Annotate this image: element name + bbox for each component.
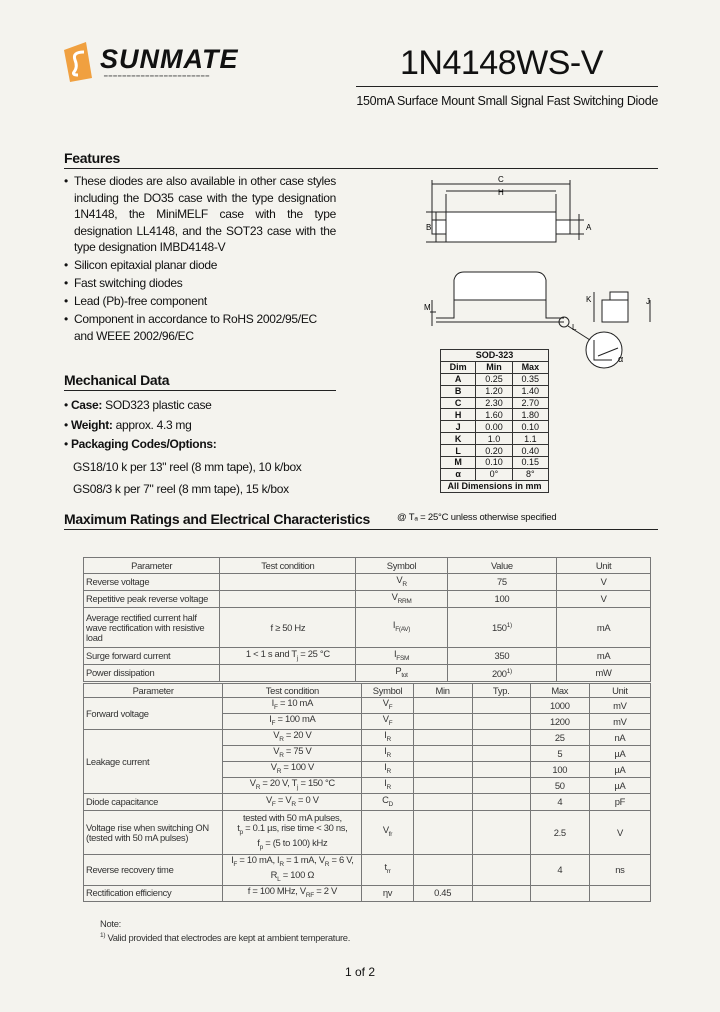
weight-value: approx. 4.3 mg [115, 418, 192, 432]
header-cell: Symbol [356, 558, 447, 574]
unit-cell: mA [557, 648, 651, 665]
typ-cell [472, 746, 530, 762]
max-cell: 4 [530, 794, 589, 811]
packaging-option-1: GS18/10 k per 13" reel (8 mm tape), 10 k/box [73, 460, 302, 474]
table-row [441, 457, 549, 469]
dim-label-c: C [498, 175, 504, 184]
logo-mark-icon [60, 40, 104, 84]
max-cell: 50 [530, 778, 589, 794]
table-row [441, 445, 549, 457]
symbol-cell: $t_{rr}$ [362, 855, 413, 886]
cond-line: $I_F = 10$ mA, $I_R = 1$ mA, $V_R = 6$ V, [231, 854, 354, 868]
subtitle: 150mA Surface Mount Small Signal Fast Switching Diode [356, 94, 658, 108]
symbol-cell: $C_D$ [362, 794, 413, 811]
dim-cell: K [441, 433, 476, 445]
features-title: Features [64, 150, 120, 166]
cond-line: $R_L = 100$ Ω [270, 868, 315, 883]
symbol-cell: $V_F$ [362, 698, 413, 714]
min-cell [413, 730, 472, 746]
table-row [84, 811, 651, 855]
value-cell: 350 [447, 648, 556, 665]
brand-tagline-mark: ━━━━━━━━━━━━━━━━━━━━━━━ [104, 74, 211, 80]
value-cell: 100 [447, 591, 556, 608]
table-row [84, 698, 651, 714]
param-cell: Repetitive peak reverse voltage [84, 591, 220, 608]
notes [100, 918, 350, 944]
table-row [84, 574, 651, 591]
unit-cell [589, 885, 650, 901]
weight-label: Weight: [70, 418, 113, 432]
unit-cell: µA [589, 746, 650, 762]
unit-cell: V [589, 811, 650, 855]
dim-cell: H [441, 409, 476, 421]
table-row [441, 409, 549, 421]
param-cell: Reverse voltage [84, 574, 220, 591]
table-row [84, 608, 651, 648]
dim-header: Min [476, 361, 512, 373]
min-cell [413, 811, 472, 855]
dim-cell: 1.20 [476, 385, 512, 397]
dim-cell: α [441, 468, 476, 480]
header-cell: Value [447, 558, 556, 574]
min-cell [413, 746, 472, 762]
case-value: SOD323 plastic case [105, 398, 212, 412]
header-cell: Typ. [472, 684, 530, 698]
features-rule [64, 168, 658, 169]
symbol-cell: $V_{RRM}$ [356, 591, 447, 608]
features-list [64, 173, 336, 346]
max-ratings-table [83, 557, 651, 682]
dim-cell: 1.80 [512, 409, 548, 421]
dim-cell: B [441, 385, 476, 397]
typ-cell [472, 811, 530, 855]
table-row [84, 730, 651, 746]
value-cell: 75 [447, 574, 556, 591]
header-cell: Unit [557, 558, 651, 574]
dim-cell: 0.40 [512, 445, 548, 457]
feature-item: • Silicon epitaxial planar diode [64, 257, 336, 274]
dim-cell: 1.40 [512, 385, 548, 397]
ratings-title: Maximum Ratings and Electrical Characteristics [64, 511, 370, 527]
max-cell: 100 [530, 762, 589, 778]
typ-cell [472, 885, 530, 901]
packaging-row: • Packaging Codes/Options: [64, 437, 217, 451]
cond-cell: f ≥ 50 Hz [220, 608, 356, 648]
symbol-cell: $I_R$ [362, 762, 413, 778]
unit-cell: nA [589, 730, 650, 746]
symbol-cell: $I_R$ [362, 730, 413, 746]
ratings-rule [64, 529, 658, 530]
dim-cell: 1.60 [476, 409, 512, 421]
table-row [441, 468, 549, 480]
weight-row: • Weight: approx. 4.3 mg [64, 418, 192, 432]
dim-cell: 0.10 [512, 421, 548, 433]
param-cell: Voltage rise when switching ON (tested with 50 mA pulses) [84, 811, 223, 855]
packaging-label: Packaging Codes/Options: [70, 437, 217, 451]
cond-cell: $I_F = 10$ mA [223, 698, 362, 714]
dim-cell: 0.20 [476, 445, 512, 457]
param-cell: Surge forward current [84, 648, 220, 665]
note-label: Note: [100, 918, 121, 929]
max-cell: 2.5 [530, 811, 589, 855]
header-cell: Parameter [84, 684, 223, 698]
min-cell [413, 794, 472, 811]
header-cell: Unit [589, 684, 650, 698]
symbol-cell: $V_R$ [356, 574, 447, 591]
symbol-cell: ηv [362, 885, 413, 901]
symbol-cell: $V_{fr}$ [362, 811, 413, 855]
max-cell: 1200 [530, 714, 589, 730]
cond-line: $t_p = 0.1$ µs, rise time < 30 ns, [237, 821, 348, 836]
table-row [84, 648, 651, 665]
cond-line: $f_p = (5$ to 100) kHz [257, 836, 328, 851]
page-number: 1 of 2 [344, 965, 376, 979]
table-row [84, 665, 651, 682]
dim-cell: 2.30 [476, 397, 512, 409]
value-cell: 150$^{1)}$ [447, 608, 556, 648]
max-cell: 25 [530, 730, 589, 746]
param-cell: Rectification efficiency [84, 885, 223, 901]
unit-cell: mA [557, 608, 651, 648]
dim-label-j: J [646, 297, 650, 306]
table-row [441, 421, 549, 433]
feature-item: • These diodes are also available in other case styles including the DO35 case with the type designation 1N4148, the MiniMELF case with the type designation LL4148, and the SOT23 case with the type designation IMBD4148-V [64, 173, 336, 256]
feature-item: • Component in accordance to RoHS 2002/95/EC and WEEE 2002/96/EC [64, 311, 336, 344]
param-cell: Forward voltage [84, 698, 223, 730]
package-outline-diagram [414, 172, 664, 372]
max-cell: 5 [530, 746, 589, 762]
cond-cell: f = 100 MHz, $V_{RF} = 2$ V [223, 885, 362, 901]
value-cell: 200$^{1)}$ [447, 665, 556, 682]
unit-cell: V [557, 574, 651, 591]
dim-cell: 0.10 [476, 457, 512, 469]
cond-cell: $V_R = 20$ V, $T_j = 150$ °C [223, 778, 362, 794]
table-row [441, 397, 549, 409]
cond-line: tested with 50 mA pulses, [242, 811, 342, 823]
dim-cell: L [441, 445, 476, 457]
cond-cell: $I_F = 100$ mA [223, 714, 362, 730]
unit-cell: mV [589, 714, 650, 730]
cond-cell [223, 811, 362, 855]
case-label: Case: [70, 398, 103, 412]
cond-cell: 1 < 1 s and $T_j = 25$ °C [220, 648, 356, 665]
param-cell: Power dissipation [84, 665, 220, 682]
dim-cell: A [441, 373, 476, 385]
dim-cell: 0.25 [476, 373, 512, 385]
dim-cell: 1.0 [476, 433, 512, 445]
typ-cell [472, 778, 530, 794]
dim-cell: 8° [512, 468, 548, 480]
dim-label-h: H [498, 188, 504, 197]
symbol-cell: $I_{FSM}$ [356, 648, 447, 665]
typ-cell [472, 855, 530, 886]
header-cell: Test condition [223, 684, 362, 698]
part-number: 1N4148WS-V [400, 44, 603, 82]
dim-label-k: K [586, 295, 592, 304]
dim-table-footer: All Dimensions in mm [441, 480, 549, 492]
dim-cell: 2.70 [512, 397, 548, 409]
param-cell: Diode capacitance [84, 794, 223, 811]
dim-cell: 0.35 [512, 373, 548, 385]
symbol-cell: $I_R$ [362, 746, 413, 762]
symbol-cell: $P_{tot}$ [356, 665, 447, 682]
table-row [441, 373, 549, 385]
dim-cell: C [441, 397, 476, 409]
dim-cell: 0.00 [476, 421, 512, 433]
dim-label-m: M [424, 303, 431, 312]
symbol-cell: $I_R$ [362, 778, 413, 794]
dim-header: Max [512, 361, 548, 373]
typ-cell [472, 794, 530, 811]
packaging-option-2: GS08/3 k per 7" reel (8 mm tape), 15 k/box [73, 482, 289, 496]
max-cell [530, 885, 589, 901]
min-cell [413, 855, 472, 886]
header-cell: Symbol [362, 684, 413, 698]
table-row [84, 794, 651, 811]
symbol-cell: $V_F$ [362, 714, 413, 730]
dim-cell: J [441, 421, 476, 433]
symbol-cell: $I_{F(AV)}$ [356, 608, 447, 648]
typ-cell [472, 698, 530, 714]
header-cell: Min [413, 684, 472, 698]
max-cell: 1000 [530, 698, 589, 714]
dim-cell: M [441, 457, 476, 469]
dimension-table [440, 349, 549, 493]
min-cell: 0.45 [413, 885, 472, 901]
mechanical-rule [64, 390, 336, 391]
header-rule [356, 86, 658, 87]
cond-cell: $V_R = 20$ V [223, 730, 362, 746]
min-cell [413, 698, 472, 714]
table-row [441, 433, 549, 445]
case-row: • Case: SOD323 plastic case [64, 398, 212, 412]
unit-cell: ns [589, 855, 650, 886]
dim-label-a: A [586, 223, 592, 232]
cond-cell [220, 665, 356, 682]
dim-label-b: B [426, 223, 432, 232]
brand-name: SUNMATE [100, 44, 239, 74]
param-cell: Leakage current [84, 730, 223, 794]
dim-label-l: L [572, 323, 577, 332]
cond-cell: $V_R = 100$ V [223, 762, 362, 778]
unit-cell: pF [589, 794, 650, 811]
param-cell: Reverse recovery time [84, 855, 223, 886]
table-row [84, 885, 651, 901]
mechanical-title: Mechanical Data [64, 372, 170, 388]
param-cell: Average rectified current half wave rectification with resistive load [84, 608, 220, 648]
cond-cell: $V_R = 75$ V [223, 746, 362, 762]
typ-cell [472, 714, 530, 730]
header-cell: Test condition [220, 558, 356, 574]
min-cell [413, 762, 472, 778]
cond-cell [220, 591, 356, 608]
table-row [84, 855, 651, 886]
unit-cell: V [557, 591, 651, 608]
electrical-characteristics-table [83, 683, 651, 902]
dim-cell: 1.1 [512, 433, 548, 445]
unit-cell: mV [589, 698, 650, 714]
header-cell: Max [530, 684, 589, 698]
max-cell: 4 [530, 855, 589, 886]
feature-item: • Fast switching diodes [64, 275, 336, 292]
cond-cell [223, 855, 362, 886]
unit-cell: mW [557, 665, 651, 682]
note-text: $^{1)}$ Valid provided that electrodes are kept at ambient temperature. [100, 932, 351, 944]
ratings-condition: @ Tₐ = 25°C unless otherwise specified [397, 512, 557, 523]
dim-header: Dim [441, 361, 476, 373]
min-cell [413, 778, 472, 794]
table-row [441, 385, 549, 397]
dim-cell: 0° [476, 468, 512, 480]
min-cell [413, 714, 472, 730]
dim-label-alpha: α [618, 354, 624, 364]
cond-cell: $V_F = V_R = 0$ V [223, 794, 362, 811]
cond-cell [220, 574, 356, 591]
table-row [84, 591, 651, 608]
dim-cell: 0.15 [512, 457, 548, 469]
typ-cell [472, 762, 530, 778]
typ-cell [472, 730, 530, 746]
unit-cell: µA [589, 778, 650, 794]
header-cell: Parameter [84, 558, 220, 574]
dim-table-title: SOD-323 [441, 350, 549, 362]
feature-item: • Lead (Pb)-free component [64, 293, 336, 310]
unit-cell: µA [589, 762, 650, 778]
